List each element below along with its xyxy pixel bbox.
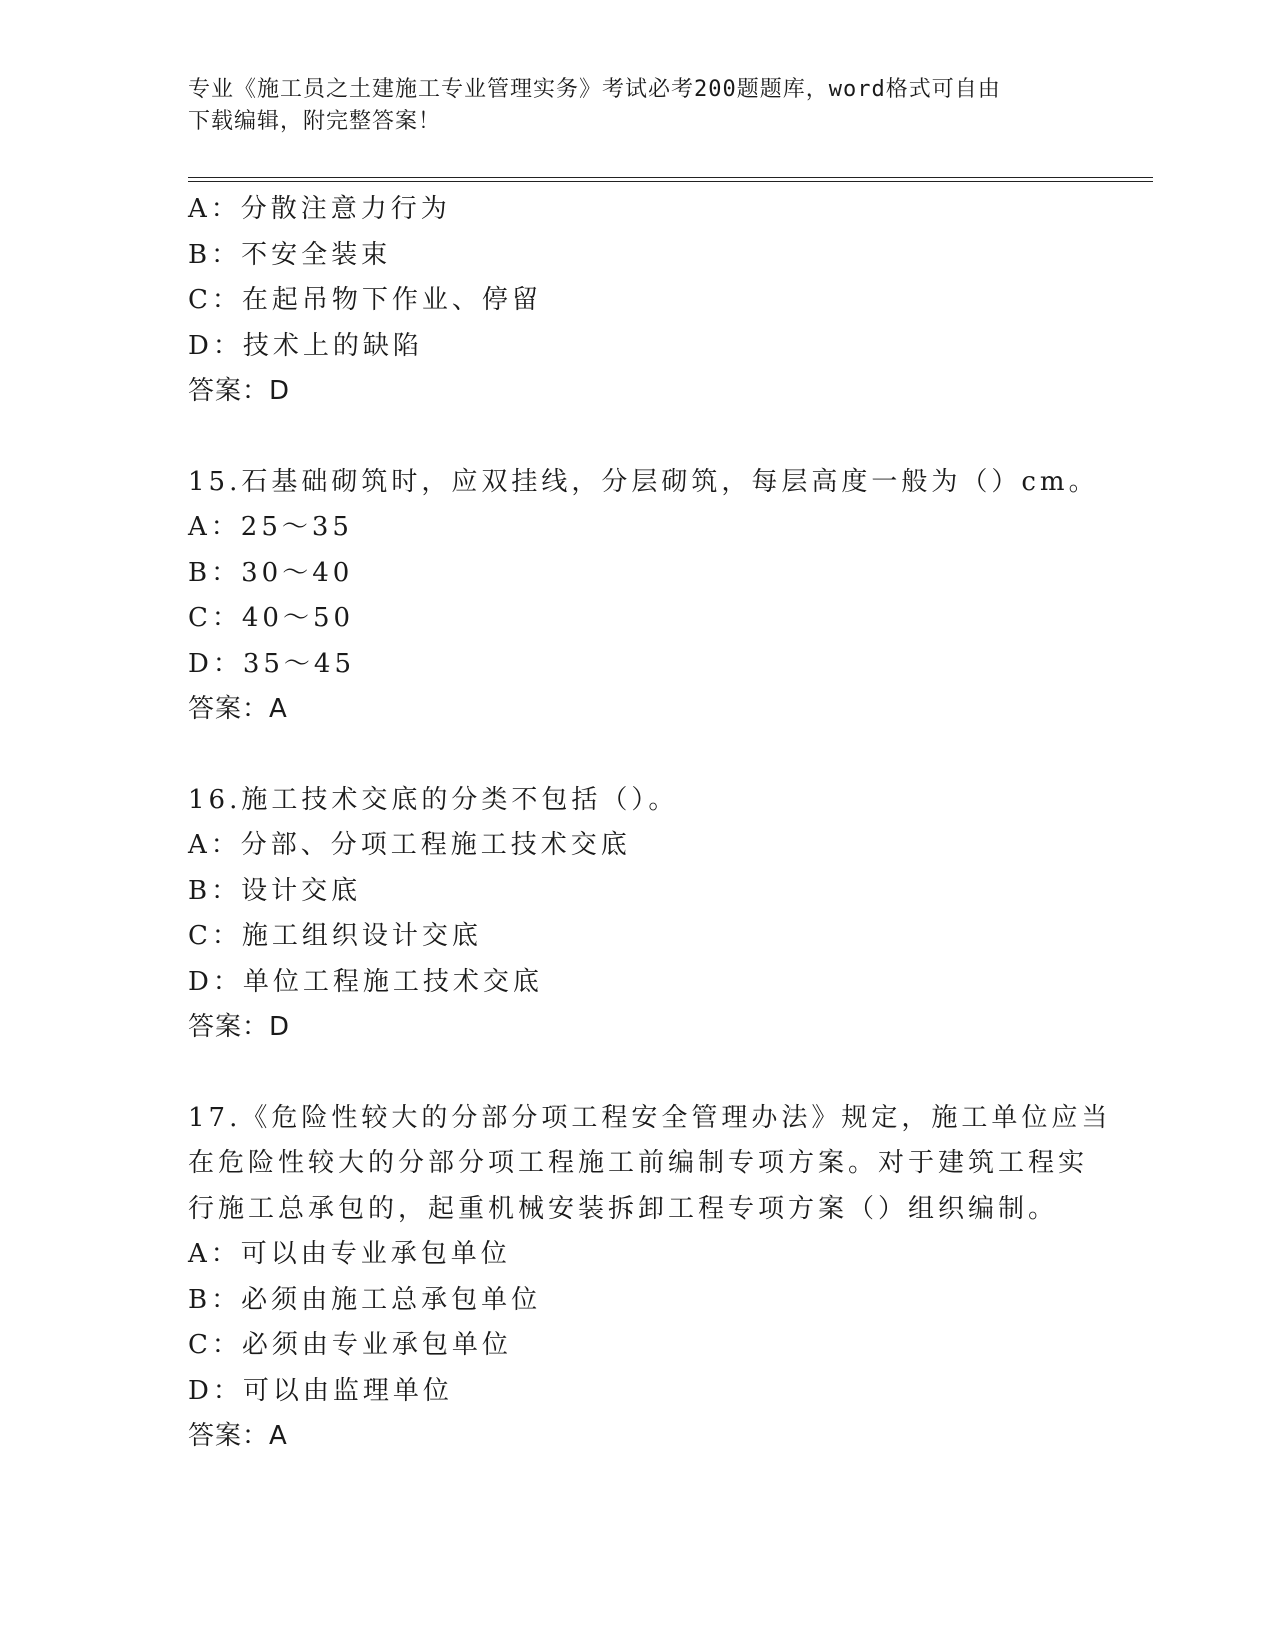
option-c: C：40～50 (188, 603, 355, 633)
answer: 答案：D (188, 376, 291, 406)
question-text: 16.施工技术交底的分类不包括（）。 (188, 784, 679, 815)
option-c: C：施工组织设计交底 (188, 921, 482, 951)
spacer (188, 1051, 1088, 1096)
page-header (188, 74, 1088, 138)
question-text-line-2: 在危险性较大的分部分项工程施工前编制专项方案。对于建筑工程实 (188, 1148, 1089, 1178)
question-text: 15.石基础砌筑时，应双挂线，分层砌筑，每层高度一般为（）cm。 (188, 466, 1099, 497)
header-line-2: 下载编辑，附完整答案！ (188, 109, 442, 134)
option-a: A：可以由专业承包单位 (188, 1239, 511, 1269)
question-16 (188, 778, 1088, 1051)
option-d: D：可以由监理单位 (188, 1375, 453, 1406)
answer: 答案：D (188, 1012, 291, 1042)
question-text-line-3: 行施工总承包的，起重机械安装拆卸工程专项方案（）组织编制。 (188, 1193, 1059, 1224)
question-15 (188, 460, 1099, 733)
spacer (188, 415, 1088, 460)
option-d: D：35～45 (188, 648, 356, 679)
question-14 (188, 187, 1088, 415)
option-b: B：必须由施工总承包单位 (188, 1284, 542, 1315)
option-a: A：25～35 (188, 512, 353, 542)
question-17 (188, 1096, 1112, 1460)
option-d: D：单位工程施工技术交底 (188, 966, 543, 997)
answer: 答案：A (188, 1421, 288, 1451)
option-b: B：设计交底 (188, 875, 362, 906)
document-body (188, 187, 1112, 1460)
spacer (188, 733, 1088, 778)
option-d: D：技术上的缺陷 (188, 330, 423, 361)
answer: 答案：A (188, 694, 288, 724)
option-b: B：30～40 (188, 557, 354, 588)
option-b: B：不安全装束 (188, 239, 392, 270)
option-c: C：在起吊物下作业、停留 (188, 285, 542, 315)
header-double-rule (188, 177, 1153, 182)
option-c: C：必须由专业承包单位 (188, 1330, 512, 1360)
option-a: A：分部、分项工程施工技术交底 (188, 830, 631, 860)
option-a: A：分散注意力行为 (188, 194, 451, 224)
header-line-1: 专业《施工员之土建施工专业管理实务》考试必考200题题库，word格式可自由 (188, 77, 1001, 102)
question-text-line-1: 17.《危险性较大的分部分项工程安全管理办法》规定，施工单位应当 (188, 1102, 1112, 1133)
